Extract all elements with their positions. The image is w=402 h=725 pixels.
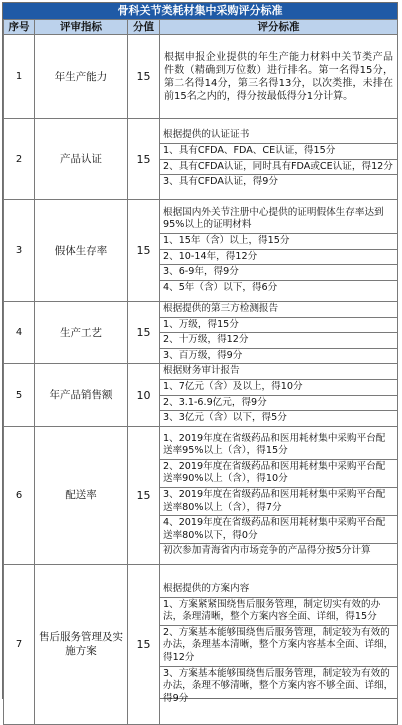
table-row xyxy=(4,564,398,724)
standard-line: 3、6-9年，得9分 xyxy=(160,264,397,280)
standard-line: 3、具有CFDA认证，得9分 xyxy=(160,174,397,190)
row-number: 5 xyxy=(4,364,35,426)
header-indicator: 评审指标 xyxy=(35,20,128,35)
score-value: 15 xyxy=(128,564,160,724)
standard-cell xyxy=(160,302,398,364)
row-number: 1 xyxy=(4,35,35,119)
scoring-table xyxy=(3,19,398,725)
standard-line: 1、万级，得15分 xyxy=(160,317,397,333)
standard-line: 2、方案基本能够围绕售后服务管理，制定较为有效的办法，条理基本清晰，整个方案内容基本全面、详细，得12分 xyxy=(160,625,397,666)
header-row xyxy=(4,20,398,35)
standard-line: 2、3.1-6.9亿元，得9分 xyxy=(160,395,397,411)
standard-line: 3、2019年度在省级药品和医用耗材集中采购平台配送率80%以上（含），得7分 xyxy=(160,487,397,515)
table-row xyxy=(4,364,398,426)
standard-cell xyxy=(160,426,398,564)
row-number: 4 xyxy=(4,302,35,364)
standard-line: 3、百万级，得9分 xyxy=(160,348,397,364)
score-value: 10 xyxy=(128,364,160,426)
standard-line: 4、5年（含）以下，得6分 xyxy=(160,280,397,296)
standard-line: 1、15年（含）以上，得15分 xyxy=(160,233,397,249)
standard-cell xyxy=(160,564,398,724)
indicator-name: 产品认证 xyxy=(35,119,128,200)
indicator-name: 配送率 xyxy=(35,426,128,564)
score-value: 15 xyxy=(128,200,160,302)
indicator-name: 年产品销售额 xyxy=(35,364,128,426)
standard-line: 初次参加青海省内市场竞争的产品得分按5分计算 xyxy=(160,543,397,559)
row-number: 3 xyxy=(4,200,35,302)
standard-cell xyxy=(160,364,398,426)
indicator-name: 假体生存率 xyxy=(35,200,128,302)
standard-cell xyxy=(160,35,398,119)
standard-line: 1、方案紧紧围绕售后服务管理，制定切实有效的办法，条理清晰，整个方案内容全面、详细，得15分 xyxy=(160,597,397,625)
standard-text: 根据申报企业提供的年生产能力材料中关节类产品件数（精确到万位数）进行排名。第一名得15分，第二名得14分，第三名得13分，以次类推，未排在前15名之内的，得分按最低得分1分计算。 xyxy=(164,51,393,102)
indicator-name: 生产工艺 xyxy=(35,302,128,364)
header-standard: 评分标准 xyxy=(160,20,398,35)
score-value: 15 xyxy=(128,35,160,119)
standard-line: 2、具有CFDA认证，同时具有FDA或CE认证，得12分 xyxy=(160,159,397,175)
row-number: 6 xyxy=(4,426,35,564)
header-no: 序号 xyxy=(4,20,35,35)
header-score: 分值 xyxy=(128,20,160,35)
score-value: 15 xyxy=(128,119,160,200)
standard-line: 1、2019年度在省级药品和医用耗材集中采购平台配送率95%以上（含），得15分 xyxy=(163,432,386,457)
standard-line: 2、2019年度在省级药品和医用耗材集中采购平台配送率90%以上（含），得10分 xyxy=(160,459,397,487)
standard-line: 4、2019年度在省级药品和医用耗材集中采购平台配送率80%以下，得0分 xyxy=(160,515,397,543)
standard-line: 1、具有CFDA、FDA、CE认证，得15分 xyxy=(160,143,397,159)
table-row xyxy=(4,200,398,302)
row-number: 2 xyxy=(4,119,35,200)
table-row xyxy=(4,119,398,200)
standard-line: 2、十万级，得12分 xyxy=(160,332,397,348)
standard-line: 根据国内外关节注册中心提供的证明假体生存率达到95%以上的证明材料 xyxy=(163,206,384,231)
row-number: 7 xyxy=(4,564,35,724)
table-row xyxy=(4,426,398,564)
standard-line: 1、7亿元（含）及以上，得10分 xyxy=(160,379,397,395)
standard-cell xyxy=(160,119,398,200)
standard-line: 2、10-14年，得12分 xyxy=(160,249,397,265)
table-row xyxy=(4,302,398,364)
score-value: 15 xyxy=(128,426,160,564)
table-row xyxy=(4,35,398,119)
sheet-title: 骨科关节类耗材集中采购评分标准 xyxy=(3,3,397,19)
scoring-sheet xyxy=(2,2,398,704)
standard-line: 3、方案基本能够围绕售后服务管理，制定较为有效的办法，条理不够清晰，整个方案内容不够全面、详细，得9分 xyxy=(160,666,397,707)
standard-line: 根据提供的方案内容 xyxy=(163,583,250,595)
standard-line: 根据提供的认证证书 xyxy=(163,129,250,141)
indicator-name: 年生产能力 xyxy=(35,35,128,119)
score-value: 15 xyxy=(128,302,160,364)
standard-line: 根据提供的第三方检测报告 xyxy=(163,303,279,314)
standard-line: 3、3亿元（含）以下，得5分 xyxy=(160,410,397,426)
standard-line: 根据财务审计报告 xyxy=(163,365,240,377)
indicator-name: 售后服务管理及实施方案 xyxy=(35,564,128,724)
standard-cell xyxy=(160,200,398,302)
